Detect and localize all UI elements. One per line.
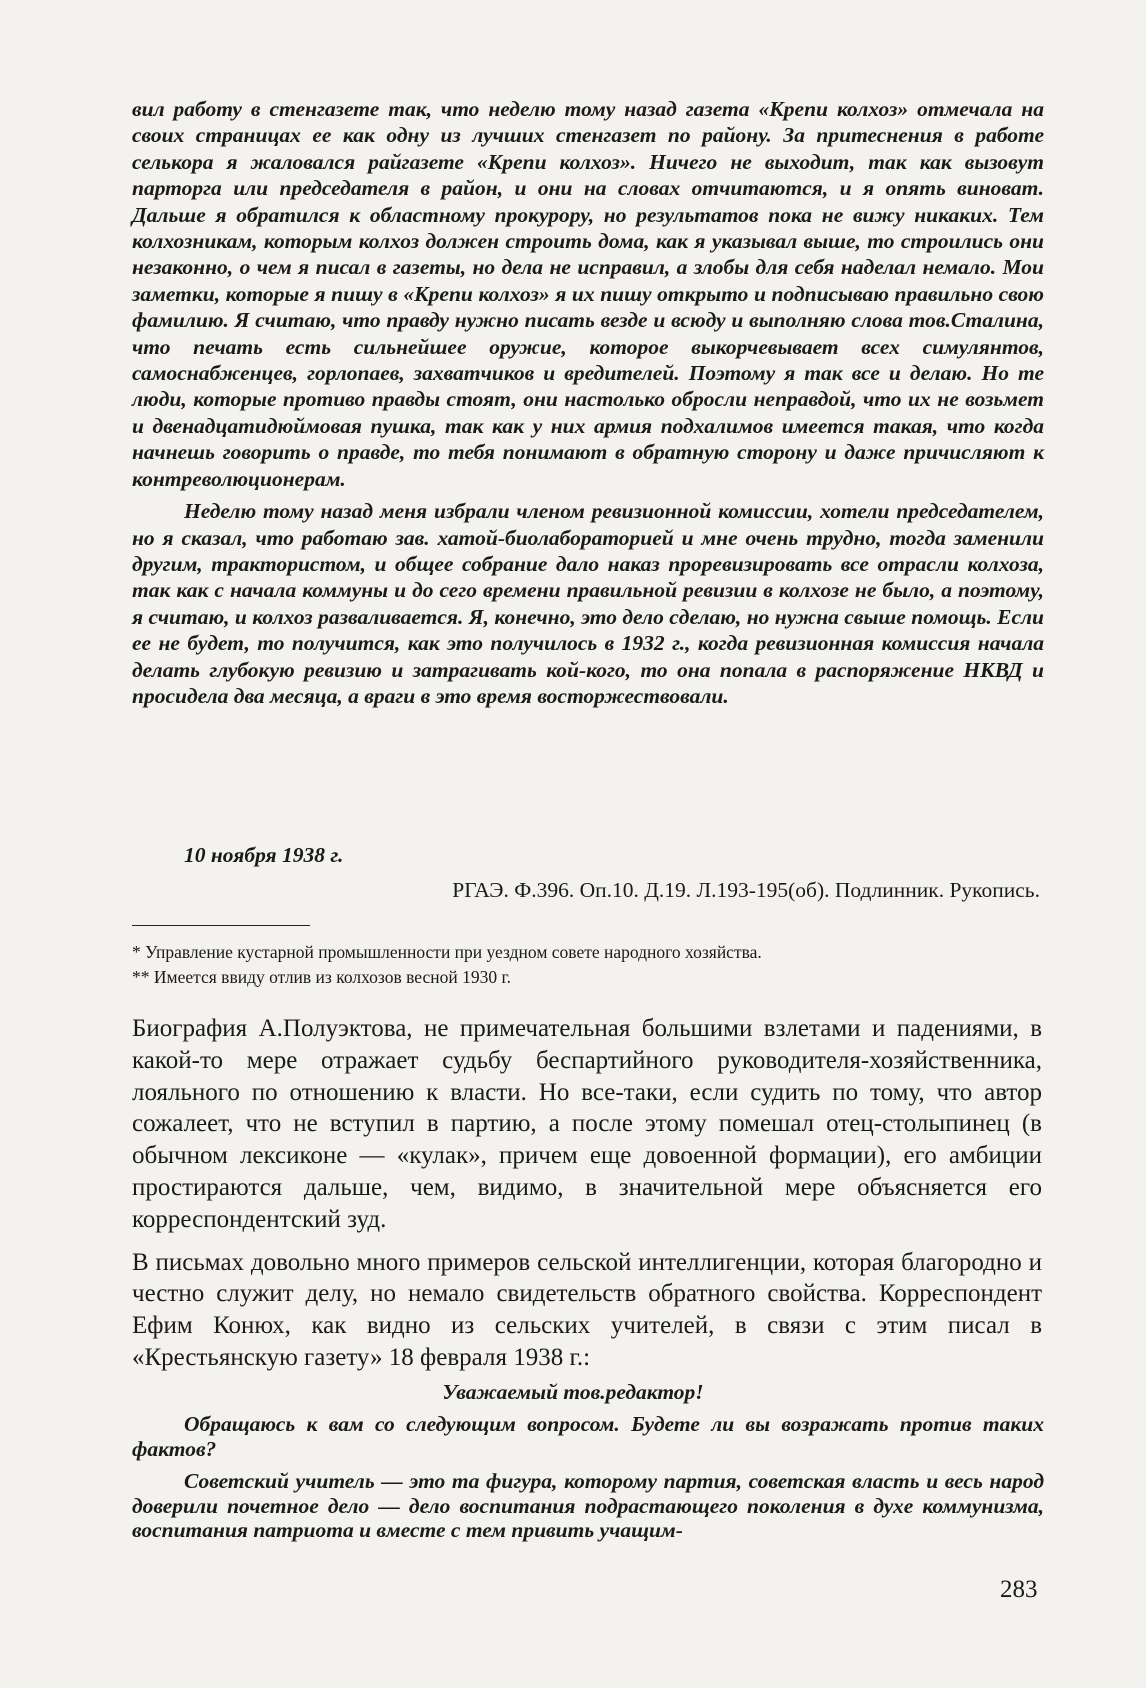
letter2-salutation: Уважаемый тов.редактор!: [442, 1380, 704, 1404]
archive-source-citation: РГАЭ. Ф.396. Оп.10. Д.19. Л.193-195(об). Подлинник. Рукопись.: [452, 878, 1040, 902]
letter-paragraph-2: Неделю тому назад меня избрали членом ревизионной комиссии, хотели председателем, но я сказал, что работаю зав. хатой-биолабораторией и мне очень трудно, тогда заменили другим, трактористом, и общее собрание дало наказ проревизировать все отрасли колхоза, так как с начала коммуны и до сего времени правильной ревизии в колхозе не было, а поэтому, я считаю, и колхоз разваливается. Я, конечно, это дело сделаю, но нужна свыше помощь. Если ее не будет, то получится, как это получилось в 1932 г., когда ревизионная комиссия начала делать глубокую ревизию и затрагивать кой-кого, то она попала в распоряжение НКВД и просидела два месяца, а враги в это время восторжествовали.: [132, 499, 1044, 708]
letter-date: 10 ноября 1938 г.: [184, 843, 344, 867]
main-body-text: [132, 1013, 1042, 1374]
letter2-paragraph-1: Обращаюсь к вам со следующим вопросом. Будете ли вы возражать против таких фактов?: [132, 1412, 1044, 1461]
quoted-letter: [132, 96, 1044, 709]
body-paragraph-2: В письмах довольно много примеров сельской интеллигенции, которая благородно и честно служит делу, но немало свидетельств обратного свойства. Корреспондент Ефим Конюх, как видно из сельских учителей, в связи с этим писал в «Крестьянскую газету» 18 февраля 1938 г.:: [132, 1248, 1042, 1371]
footnotes: [132, 940, 1044, 990]
letter2-paragraph-2: Советский учитель — это та фигура, которому партия, советская власть и весь народ доверили почетное дело — дело воспитания подрастающего поколения в духе коммунизма, воспитания патриота и вместе с тем привить учащим-: [132, 1469, 1044, 1543]
letter-paragraph-1: вил работу в стенгазете так, что неделю тому назад газета «Крепи колхоз» отмечала на своих страницах ее как одну из лучших стенгазет по району. За притеснения в работе селькора я жаловался райгазете «Крепи колхоз». Ничего не выходит, так как вызовут парторга или председателя в район, и они на словах отчитаются, и я опять виноват. Дальше я обратился к областному прокурору, но результатов пока не вижу никаких. Тем колхозникам, которым колхоз должен строить дома, как я указывал выше, то строились они незаконно, о чем я писал в газеты, но дела не исправил, а злобы для себя наделал немало. Мои заметки, которые я пишу в «Крепи колхоз» я их пишу открыто и подписываю правильно свою фамилию. Я считаю, что правду нужно писать везде и всюду и выполняю слова тов.Сталина, что печать есть сильнейшее оружие, которое выкорчевывает всех симулянтов, самоснабженцев, горлопаев, захватчиков и вредителей. Поэтому я так все и делаю. Но те люди, которые противо правды стоят, они настолько обросли неправдой, что их не возьмет и двенадцатидюймовая пушка, так как у них армия подхалимов имеется такая, что когда начнешь говорить о правде, то тебя понимают в обратную сторону и даже причисляют к контреволюционерам.: [132, 97, 1044, 491]
footnote-divider: [132, 925, 310, 926]
footnote-1: * Управление кустарной промышленности при уездном совете народного хозяйства.: [132, 942, 762, 962]
page-number: 283: [1000, 1576, 1038, 1603]
footnote-2: ** Имеется ввиду отлив из колхозов весной 1930 г.: [132, 967, 512, 987]
body-paragraph-1: Биография А.Полуэктова, не примечательная большими взлетами и падениями, в какой-то мере отражает судьбу беспартийного руководителя-хозяйственника, лояльного по отношению к власти. Но все-таки, если судить по тому, что автор сожалеет, что не вступил в партию, а после этому помешал отец-столыпинец (в обычном лексиконе — «кулак», причем еще довоенной формации), его амбиции простираются дальше, чем, видимо, в значительной мере объясняется его корреспондентский зуд.: [132, 1015, 1042, 1233]
quoted-letter-2: [132, 1412, 1044, 1543]
